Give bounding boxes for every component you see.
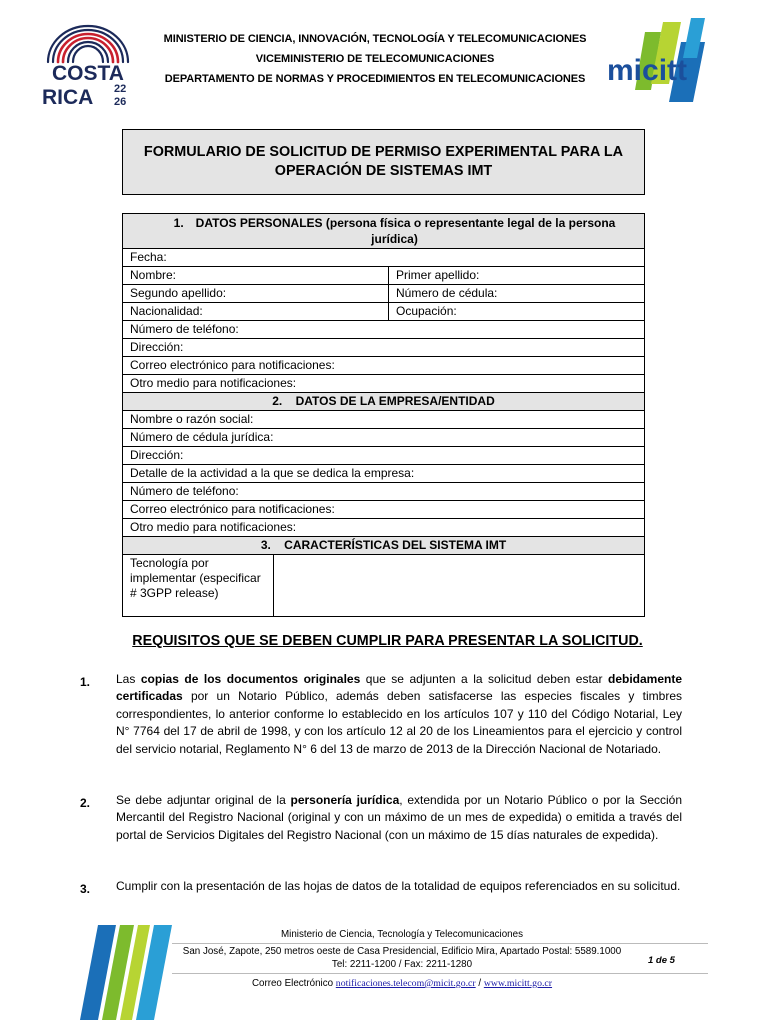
footer-rule-top xyxy=(172,943,708,944)
requirement-2-text: Se debe adjuntar original de la personería jurídica, extendida por un Notario Público o por la Sección Mercantil del Registro Nacional (original y con un máximo de un mes de expedida) o emitida a través del portal de Servicios Digitales del Registro Nacional (con un máximo de 15 días naturales de expedida). xyxy=(116,793,683,842)
form-title: FORMULARIO DE SOLICITUD DE PERMISO EXPERIMENTAL PARA LA OPERACIÓN DE SISTEMAS IMT xyxy=(143,144,624,179)
field-primer-apellido[interactable]: Primer apellido: xyxy=(396,268,480,282)
footer-web-link[interactable]: www.micitt.go.cr xyxy=(483,978,553,989)
form-title-box xyxy=(122,129,645,195)
logo-rica-word: RICA xyxy=(42,86,94,109)
costa-rica-logo xyxy=(38,20,138,112)
logo-year-bottom: 26 xyxy=(114,96,127,108)
header-vice-ministry: VICEMINISTERIO DE TELECOMUNICACIONES xyxy=(255,53,495,65)
field-telefono[interactable]: Número de teléfono: xyxy=(123,320,644,338)
footer-rule-bottom xyxy=(172,973,708,974)
logo-year-top: 22 xyxy=(114,83,127,95)
footer-address: San José, Zapote, 250 metros oeste de Casa Presidencial, Edificio Mira, Apartado Postal: 5589.1000 xyxy=(182,946,622,957)
field-otro-medio-empresa[interactable]: Otro medio para notificaciones: xyxy=(123,518,644,536)
requirement-3-text: Cumplir con la presentación de las hojas de datos de la totalidad de equipos referenciados en su solicitud. xyxy=(116,879,681,893)
footer-decoration xyxy=(72,925,172,1020)
footer-phone: Tel: 2211-1200 / Fax: 2211-1280 xyxy=(331,959,473,970)
field-direccion-empresa[interactable]: Dirección: xyxy=(123,446,644,464)
row-nacionalidad xyxy=(123,302,644,320)
section-3-header xyxy=(123,536,644,554)
field-correo-empresa[interactable]: Correo electrónico para notificaciones: xyxy=(123,500,644,518)
footer-contact: Correo Electrónico notificaciones.telecom@micit.go.cr / www.micitt.go.cr xyxy=(251,978,553,989)
field-ocupacion[interactable]: Ocupación: xyxy=(396,304,457,318)
field-telefono-empresa[interactable]: Número de teléfono: xyxy=(123,482,644,500)
micitt-logo xyxy=(605,18,710,102)
header-ministry: MINISTERIO DE CIENCIA, INNOVACIÓN, TECNOLOGÍA Y TELECOMUNICACIONES xyxy=(163,33,587,45)
logo-costa-word: COSTA xyxy=(52,62,124,85)
footer-email-link[interactable]: notificaciones.telecom@micit.go.cr xyxy=(335,978,476,989)
requirement-1-number: 1. xyxy=(80,675,91,689)
field-actividad[interactable]: Detalle de la actividad a la que se dedica la empresa: xyxy=(123,464,644,482)
row-segundo-apellido xyxy=(123,284,644,302)
header-department: DEPARTAMENTO DE NORMAS Y PROCEDIMIENTOS EN TELECOMUNICACIONES xyxy=(164,73,586,85)
field-razon-social[interactable]: Nombre o razón social: xyxy=(123,410,644,428)
field-nacionalidad[interactable]: Nacionalidad: xyxy=(123,303,389,320)
field-correo[interactable]: Correo electrónico para notificaciones: xyxy=(123,356,644,374)
field-nombre[interactable]: Nombre: xyxy=(123,267,389,284)
section-1-title: DATOS PERSONALES (persona física o representante legal de la persona jurídica) xyxy=(195,216,616,246)
section-3-title: CARACTERÍSTICAS DEL SISTEMA IMT xyxy=(284,538,507,552)
row-nombre xyxy=(123,266,644,284)
requirement-2-number: 2. xyxy=(80,796,91,810)
request-form-table xyxy=(122,213,645,617)
footer-ministry: Ministerio de Ciencia, Tecnología y Telecomunicaciones xyxy=(281,929,523,940)
requirement-1-text: Las copias de los documentos originales que se adjunten a la solicitud deben estar debidamente certificadas por un Notario Público, además deben satisfacerse las especies fiscales y timbres correspondientes, lo anterior conforme lo establecido en los artículos 107 y 110 del Código Notarial, Ley N° 7764 del 17 de abril de 1998, y con los artículo 12 al 20 de los Lineamientos para el ejercicio y control del servicio notarial, Reglamento N° 6 del 13 de marzo de 2013 de la Dirección Nacional de Notariado. xyxy=(116,672,682,756)
field-direccion[interactable]: Dirección: xyxy=(123,338,644,356)
section-3-number: 3. xyxy=(260,538,271,552)
micitt-wordmark: micitt xyxy=(607,54,688,87)
field-cedula-juridica[interactable]: Número de cédula jurídica: xyxy=(123,428,644,446)
footer-email-label: Correo Electrónico xyxy=(251,978,336,989)
field-numero-cedula[interactable]: Número de cédula: xyxy=(396,286,498,300)
field-segundo-apellido[interactable]: Segundo apellido: xyxy=(123,285,389,302)
field-tecnologia-label: Tecnología por implementar (especificar # 3GPP release) xyxy=(123,555,274,616)
section-2-header xyxy=(123,392,644,410)
section-2-number: 2. xyxy=(272,394,283,408)
requirement-3-number: 3. xyxy=(80,882,91,896)
section-1-number: 1. xyxy=(173,216,184,230)
section-1-header xyxy=(123,214,644,248)
field-otro-medio[interactable]: Otro medio para notificaciones: xyxy=(123,374,644,392)
section-2-title: DATOS DE LA EMPRESA/ENTIDAD xyxy=(295,394,495,408)
field-fecha[interactable]: Fecha: xyxy=(123,248,644,266)
requirements-title: REQUISITOS QUE SE DEBEN CUMPLIR PARA PRESENTAR LA SOLICITUD. xyxy=(132,633,643,649)
page-number: 1 de 5 xyxy=(648,955,675,966)
row-tecnologia xyxy=(123,554,644,616)
field-tecnologia-input[interactable] xyxy=(274,555,644,616)
